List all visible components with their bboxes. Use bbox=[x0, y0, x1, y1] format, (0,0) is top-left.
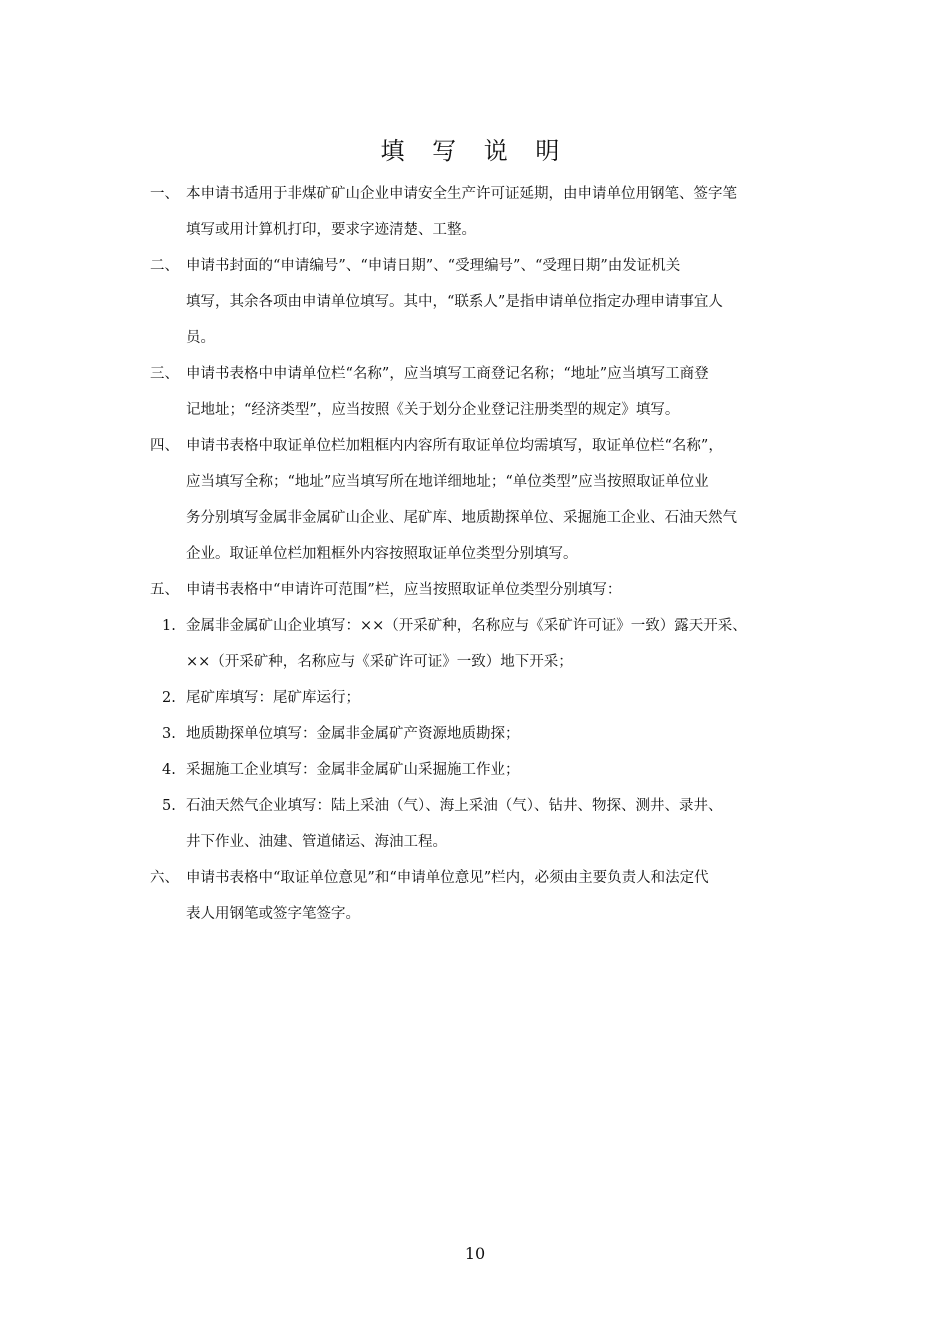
text-line: 申请书表格中取证单位栏加粗框内内容所有取证单位均需填写，取证单位栏“名称”， bbox=[186, 438, 723, 454]
sub-item-number: 2. bbox=[162, 690, 176, 706]
sub-item-number: 1. bbox=[162, 618, 176, 634]
text-line: 记地址；“经济类型”，应当按照《关于划分企业登记注册类型的规定》填写。 bbox=[186, 402, 680, 418]
instruction-item-1 bbox=[150, 176, 835, 248]
text-line: 尾矿库填写：尾矿库运行； bbox=[186, 690, 360, 706]
text-line: 员。 bbox=[186, 330, 215, 346]
item-number: 二、 bbox=[150, 258, 179, 274]
sub-item-text bbox=[186, 716, 835, 752]
text-line: 申请书表格中申请单位栏“名称”，应当填写工商登记名称；“地址”应当填写工商登 bbox=[186, 366, 709, 382]
text-line: 申请书表格中“取证单位意见”和“申请单位意见”栏内，必须由主要负责人和法定代 bbox=[186, 870, 709, 886]
text-line: 填写，其余各项由申请单位填写。其中，“联系人”是指申请单位指定办理申请事宜人 bbox=[186, 294, 723, 310]
item-text bbox=[186, 248, 835, 356]
sub-item-3 bbox=[150, 716, 835, 752]
text-line: 表人用钢笔或签字笔签字。 bbox=[186, 906, 360, 922]
text-line: 填写或用计算机打印，要求字迹清楚、工整。 bbox=[186, 222, 476, 238]
item-number: 一、 bbox=[150, 186, 179, 202]
item-text bbox=[186, 572, 835, 608]
item-text bbox=[186, 176, 835, 248]
page-number: 10 bbox=[464, 1244, 486, 1263]
text-line: 申请书表格中“申请许可范围”栏，应当按照取证单位类型分别填写： bbox=[186, 582, 622, 598]
text-line: 石油天然气企业填写：陆上采油（气）、海上采油（气）、钻井、物探、测井、录井、 bbox=[186, 798, 723, 814]
instructions-body bbox=[150, 176, 835, 932]
instruction-item-2 bbox=[150, 248, 835, 356]
sub-item-4 bbox=[150, 752, 835, 788]
text-line: 井下作业、油建、管道储运、海油工程。 bbox=[186, 834, 447, 850]
instruction-item-6 bbox=[150, 860, 835, 932]
sub-item-number: 5. bbox=[162, 798, 176, 814]
sub-item-2 bbox=[150, 680, 835, 716]
sub-item-1 bbox=[150, 608, 835, 680]
sub-item-text bbox=[186, 752, 835, 788]
instruction-item-3 bbox=[150, 356, 835, 428]
item-text bbox=[186, 860, 835, 932]
sub-item-number: 4. bbox=[162, 762, 176, 778]
text-line: 本申请书适用于非煤矿矿山企业申请安全生产许可证延期，由申请单位用钢笔、签字笔 bbox=[186, 186, 737, 202]
text-line: 申请书封面的“申请编号”、“申请日期”、“受理编号”、“受理日期”由发证机关 bbox=[186, 258, 681, 274]
text-line: 地质勘探单位填写：金属非金属矿产资源地质勘探； bbox=[186, 726, 520, 742]
page-title: 填 写 说 明 bbox=[380, 137, 570, 165]
sub-item-number: 3. bbox=[162, 726, 176, 742]
sub-item-text bbox=[186, 680, 835, 716]
sub-item-text bbox=[186, 608, 835, 680]
sub-item-text bbox=[186, 788, 835, 860]
item-number: 三、 bbox=[150, 366, 179, 382]
item-number: 四、 bbox=[150, 438, 179, 454]
item-text bbox=[186, 356, 835, 428]
sub-item-5 bbox=[150, 788, 835, 860]
text-line: 企业。取证单位栏加粗框外内容按照取证单位类型分别填写。 bbox=[186, 546, 578, 562]
item-number: 五、 bbox=[150, 582, 179, 598]
text-line: 金属非金属矿山企业填写：××（开采矿种，名称应与《采矿许可证》一致）露天开采、 bbox=[186, 618, 747, 634]
item-number: 六、 bbox=[150, 870, 179, 886]
item-text bbox=[186, 428, 835, 572]
text-line: 采掘施工企业填写：金属非金属矿山采掘施工作业； bbox=[186, 762, 520, 778]
instruction-item-4 bbox=[150, 428, 835, 572]
instruction-item-5 bbox=[150, 572, 835, 608]
text-line: ××（开采矿种，名称应与《采矿许可证》一致）地下开采； bbox=[186, 654, 573, 670]
text-line: 应当填写全称；“地址”应当填写所在地详细地址；“单位类型”应当按照取证单位业 bbox=[186, 474, 709, 490]
text-line: 务分别填写金属非金属矿山企业、尾矿库、地质勘探单位、采掘施工企业、石油天然气 bbox=[186, 510, 737, 526]
